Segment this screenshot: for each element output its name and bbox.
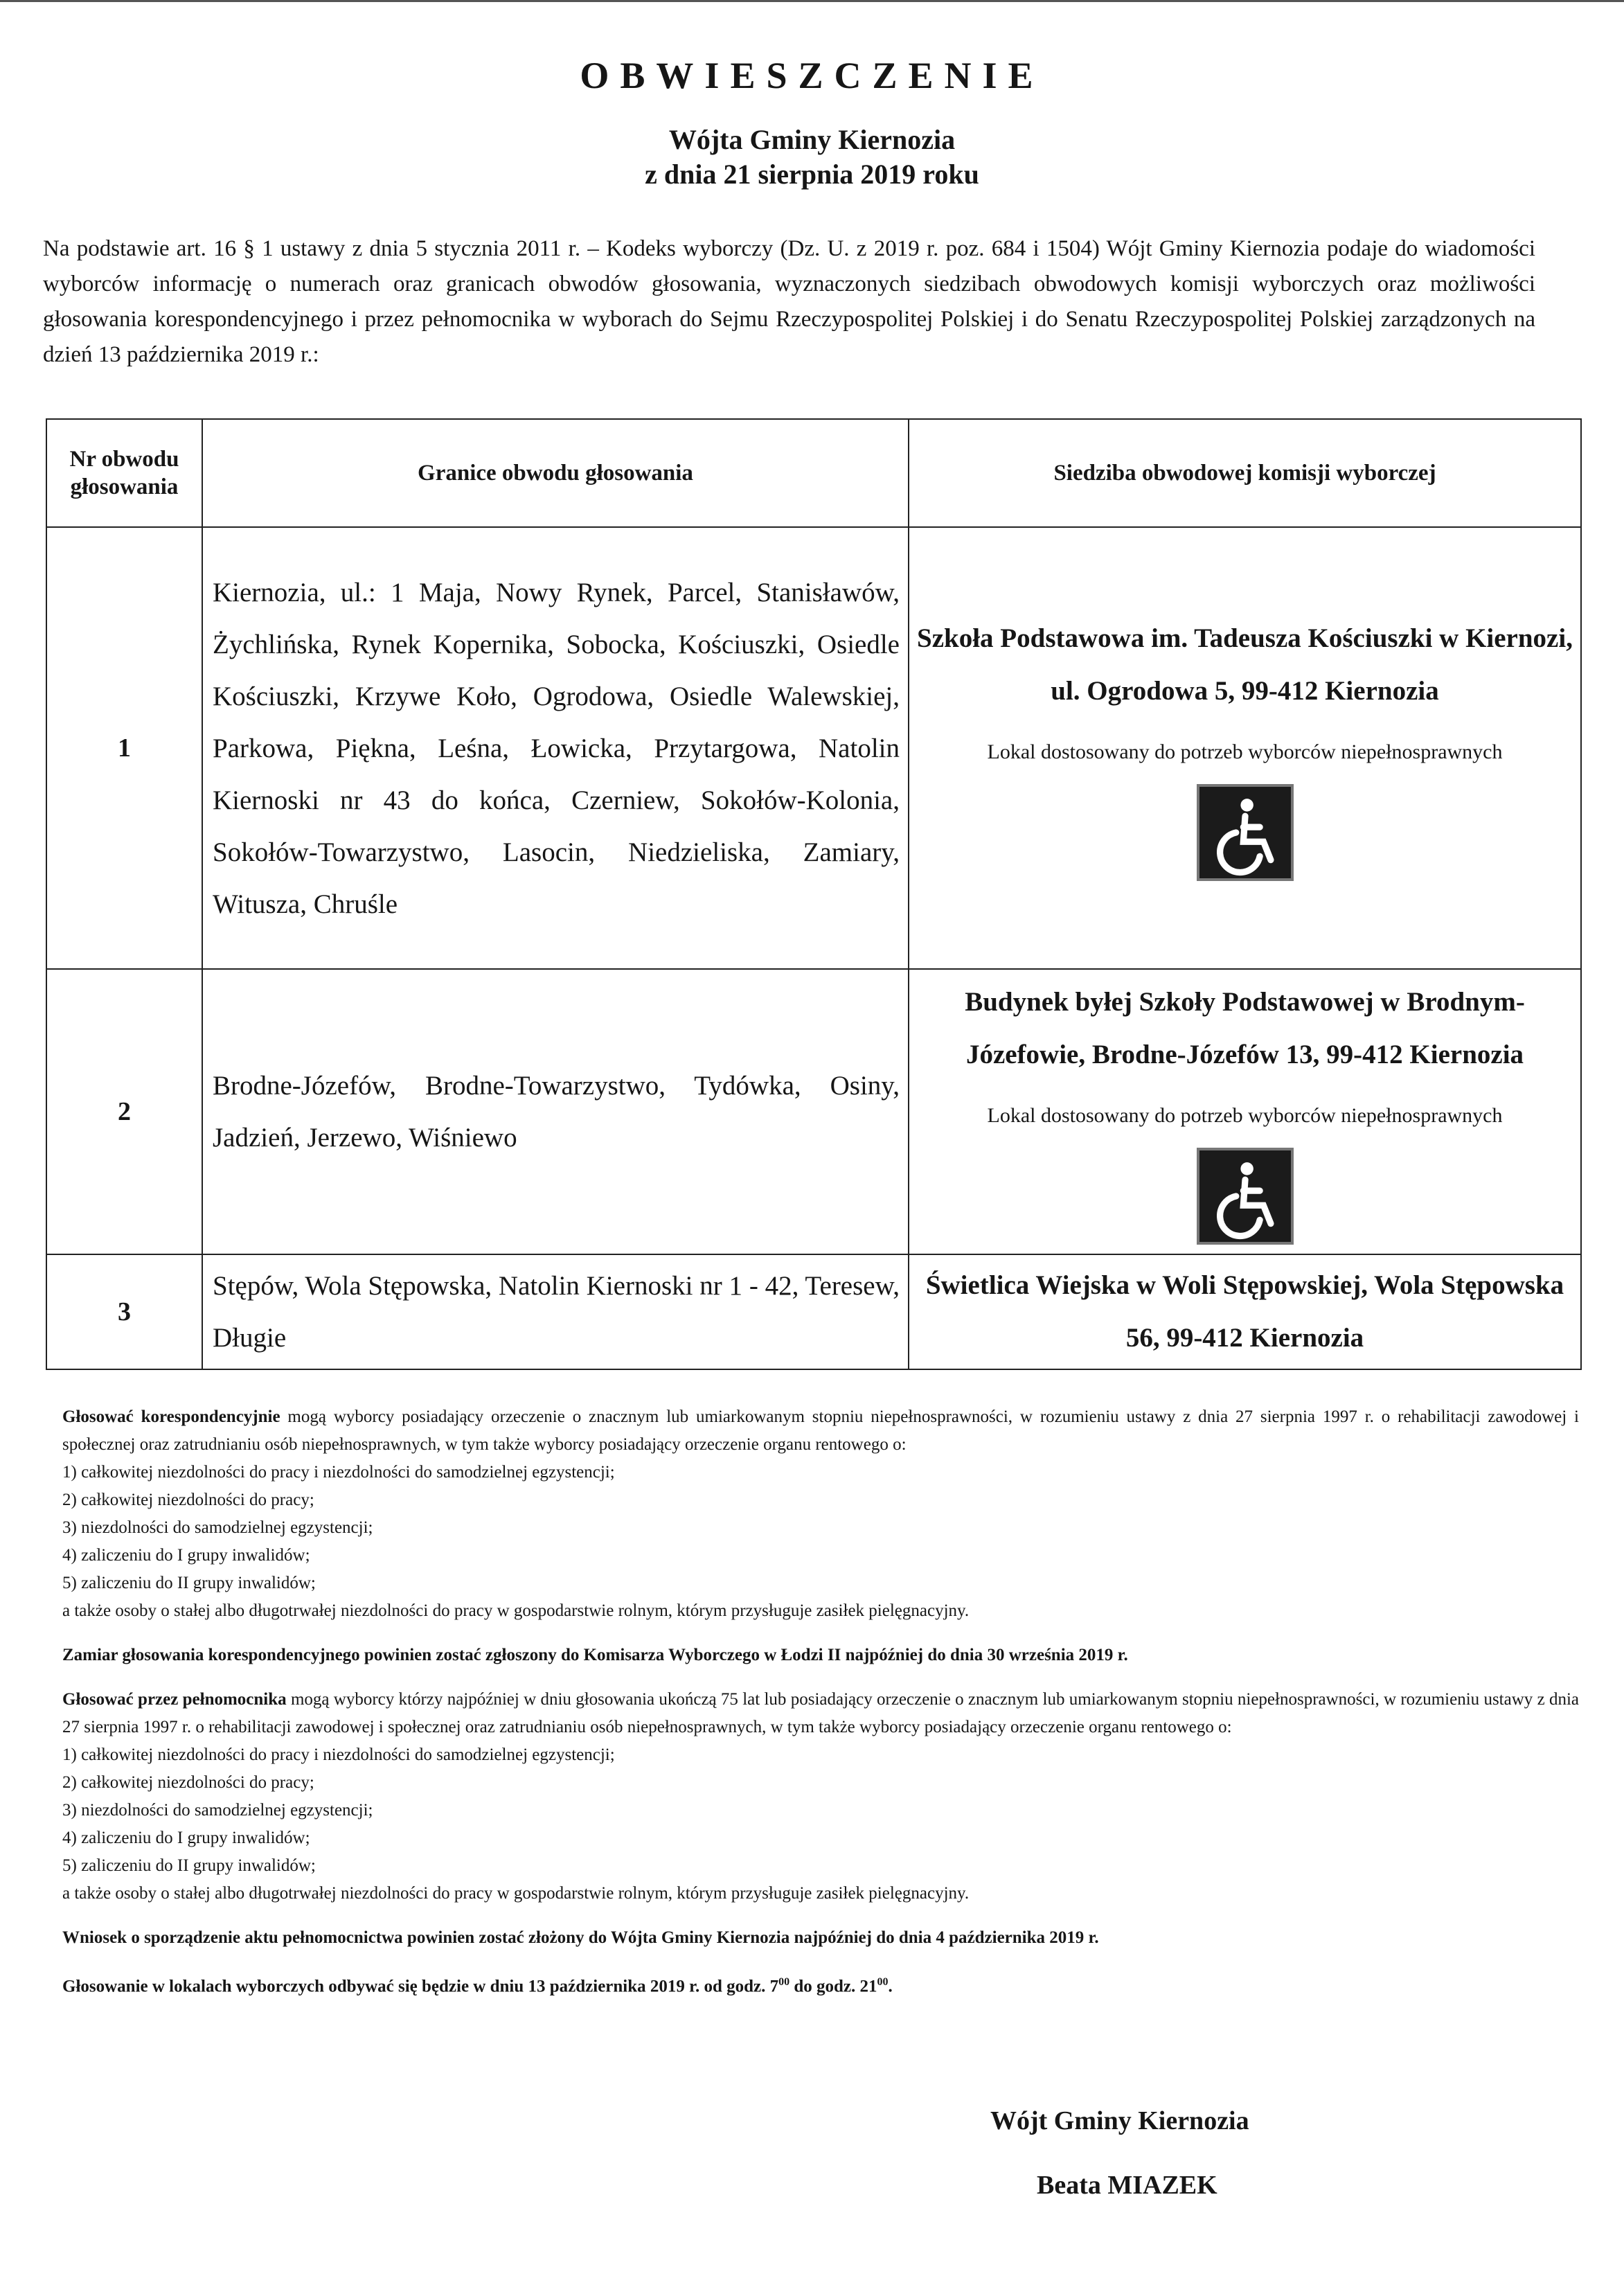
list-item: 4) zaliczeniu do I grupy inwalidów; bbox=[62, 1829, 310, 1847]
signature-title: Wójt Gminy Kiernozia bbox=[990, 2106, 1249, 2135]
list-item: 1) całkowitej niezdolności do pracy i niezdolności do samodzielnej egzystencji; bbox=[62, 1463, 615, 1482]
header-granice: Granice obwodu głosowania bbox=[202, 419, 909, 527]
row-siedziba: Szkoła Podstawowa im. Tadeusza Kościuszki w Kiernozi, ul. Ogrodowa 5, 99-412 Kiernozia bbox=[917, 623, 1573, 706]
row-siedziba-cell bbox=[909, 969, 1581, 1254]
list-item: 3) niezdolności do samodzielnej egzystencji; bbox=[62, 1518, 373, 1537]
list-item: 3) niezdolności do samodzielnej egzystencji; bbox=[62, 1801, 373, 1820]
voting-hours: Głosowanie w lokalach wyborczych odbywać się będzie w dniu 13 października 2019 r. od godz. $7^{00}$ do godz. $21^{00}$. bbox=[62, 1976, 893, 1996]
header-nr: Nr obwodu głosowania bbox=[46, 419, 202, 527]
table-row bbox=[46, 1254, 1581, 1369]
document-title: OBWIESZCZENIE bbox=[580, 55, 1044, 96]
list-item: 5) zaliczeniu do II grupy inwalidów; bbox=[62, 1574, 316, 1592]
table-row bbox=[46, 969, 1581, 1254]
proxy-tail: a także osoby o stałej albo długotrwałej niezdolności do pracy w gospodarstwie rolnym, którym przysługuje zasiłek pielęgnacyjny. bbox=[62, 1884, 970, 1903]
row-siedziba-cell bbox=[909, 527, 1581, 969]
row-nr: 1 bbox=[46, 527, 202, 969]
list-item: 2) całkowitej niezdolności do pracy; bbox=[62, 1773, 314, 1792]
correspondence-voting-paragraph bbox=[62, 1403, 1579, 1459]
list-item: 4) zaliczeniu do I grupy inwalidów; bbox=[62, 1546, 310, 1565]
accessibility-note: Lokal dostosowany do potrzeb wyborców niepełnosprawnych bbox=[987, 1103, 1503, 1127]
proxy-voting-text: mogą wyborcy którzy najpóźniej w dniu głosowania ukończą 75 lat lub posiadający orzeczenie o znacznym lub umiarkowanym stopniu niepełnosprawności, w rozumieniu ustawy z dnia 27 sierpnia 1997 r. o rehabilitacji zawodowej i społecznej oraz zatrudnianiu osób niepełnosprawnych, w tym także wyborcy posiadający orzeczenie organu rentowego o: bbox=[62, 1690, 1579, 1736]
row-siedziba: Świetlica Wiejska w Woli Stępowskiej, Wola Stępowska 56, 99-412 Kiernozia bbox=[925, 1270, 1564, 1353]
top-border bbox=[0, 0, 1624, 2]
proxy-deadline: Wniosek o sporządzenie aktu pełnomocnictwa powinien zostać złożony do Wójta Gminy Kiernozia najpóźniej do dnia 4 października 2019 r. bbox=[62, 1928, 1099, 1947]
row-siedziba: Budynek byłej Szkoły Podstawowej w Brodnym-Józefowie, Brodne-Józefów 13, 99-412 Kiernozia bbox=[965, 986, 1525, 1069]
notes-section bbox=[62, 1403, 1579, 2000]
intro-paragraph: Na podstawie art. 16 § 1 ustawy z dnia 5 stycznia 2011 r. – Kodeks wyborczy (Dz. U. z 2019 r. poz. 684 i 1504) Wójt Gminy Kiernozia podaje do wiadomości wyborców informację o numerach oraz granicach obwodów głosowania, wyznaczonych siedzibach obwodowych komisji wyborczych oraz możliwości głosowania korespondencyjnego i przez pełnomocnika w wyborach do Sejmu Rzeczypospolitej Polskiej i do Senatu Rzeczypospolitej Polskiej zarządzonych na dzień 13 października 2019 r.: bbox=[43, 236, 1535, 367]
proxy-voting-label: Głosować przez pełnomocnika bbox=[62, 1690, 287, 1709]
row-nr: 3 bbox=[46, 1254, 202, 1369]
districts-table bbox=[46, 418, 1582, 1370]
row-siedziba-cell bbox=[909, 1254, 1581, 1369]
signature-name: Beata MIAZEK bbox=[1037, 2171, 1217, 2200]
accessibility-note: Lokal dostosowany do potrzeb wyborców niepełnosprawnych bbox=[987, 740, 1503, 763]
wheelchair-icon bbox=[1197, 1148, 1294, 1245]
correspondence-voting-label: Głosować korespondencyjnie bbox=[62, 1407, 280, 1426]
document-date: z dnia 21 sierpnia 2019 roku bbox=[645, 159, 979, 190]
list-item: 2) całkowitej niezdolności do pracy; bbox=[62, 1491, 314, 1509]
row-nr: 2 bbox=[46, 969, 202, 1254]
table-row bbox=[46, 527, 1581, 969]
list-item: 5) zaliczeniu do II grupy inwalidów; bbox=[62, 1856, 316, 1875]
correspondence-tail: a także osoby o stałej albo długotrwałej niezdolności do pracy w gospodarstwie rolnym, którym przysługuje zasiłek pielęgnacyjny. bbox=[62, 1601, 970, 1620]
document-issuer: Wójta Gminy Kiernozia bbox=[668, 124, 956, 155]
row-granice: Brodne-Józefów, Brodne-Towarzystwo, Tydówka, Osiny, Jadzień, Jerzewo, Wiśniewo bbox=[202, 969, 909, 1254]
table-header-row bbox=[46, 419, 1581, 527]
row-granice: Kiernozia, ul.: 1 Maja, Nowy Rynek, Parcel, Stanisławów, Żychlińska, Rynek Kopernika, Sobocka, Kościuszki, Osiedle Kościuszki, Krzywe Koło, Ogrodowa, Osiedle Walewskiej, Parkowa, Piękna, Leśna, Łowicka, Przytargowa, Natolin Kiernoski nr 43 do końca, Czerniew, Sokołów-Kolonia, Sokołów-Towarzystwo, Lasocin, Niedzieliska, Zamiary, Witusza, Chruśle bbox=[202, 527, 909, 969]
proxy-voting-paragraph bbox=[62, 1686, 1579, 1741]
correspondence-deadline: Zamiar głosowania korespondencyjnego powinien zostać zgłoszony do Komisarza Wyborczego w Łodzi II najpóźniej do dnia 30 września 2019 r. bbox=[62, 1646, 1128, 1664]
list-item: 1) całkowitej niezdolności do pracy i niezdolności do samodzielnej egzystencji; bbox=[62, 1745, 615, 1764]
header-siedziba: Siedziba obwodowej komisji wyborczej bbox=[909, 419, 1581, 527]
wheelchair-icon bbox=[1197, 784, 1294, 881]
correspondence-voting-text: mogą wyborcy posiadający orzeczenie o znacznym lub umiarkowanym stopniu niepełnosprawności, w rozumieniu ustawy z dnia 27 sierpnia 1997 r. o rehabilitacji zawodowej i społecznej oraz zatrudnianiu osób niepełnosprawnych, w tym także wyborcy posiadający orzeczenie organu rentowego o: bbox=[62, 1407, 1579, 1454]
row-granice: Stępów, Wola Stępowska, Natolin Kiernoski nr 1 - 42, Teresew, Długie bbox=[202, 1254, 909, 1369]
